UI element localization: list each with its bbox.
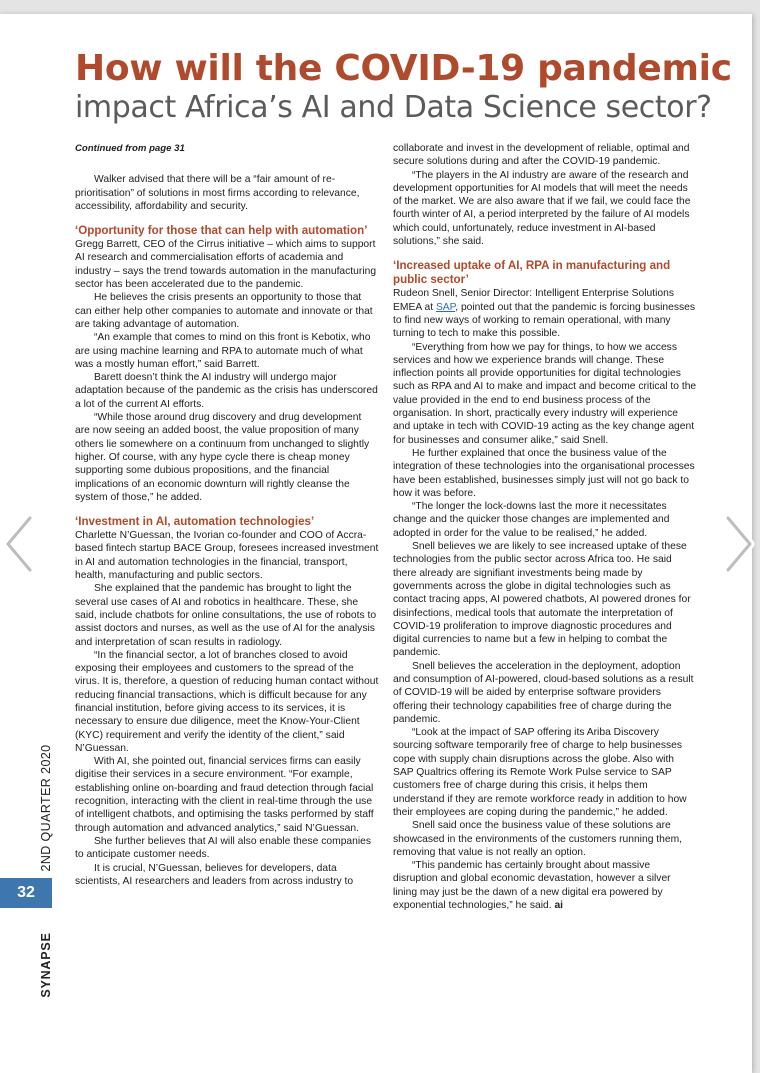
next-page-button[interactable] <box>722 512 756 576</box>
paragraph: Walker advised that there will be a “fair amount of re-prioritisation” of solutions in most firms according to relevance, accessibility, affordability and security. <box>75 174 360 212</box>
paragraph: “An example that comes to mind on this front is Kebotix, who are using machine learning and RPA to automate much of what was a mostly human effort,” said Barrett. <box>75 332 371 370</box>
paragraph: She further believes that AI will also enable these companies to anticipate customer needs. <box>75 835 372 861</box>
paragraph: “Look at the impact of SAP offering its Ariba Discovery sourcing software temporarily free of charge to help businesses cope with supply chain disruptions across the globe. Also with SAP Qualtrics offering its Remote Work Pulse service to SAP customers free of charge during this crisis, it helps them understand if they are remote workforce ready in addition to how their employees are coping during the pandemic,” he added. <box>393 727 687 818</box>
section-heading: ‘Investment in AI, automation technologies’ <box>75 515 315 529</box>
paragraph: Snell believes we are likely to see increased uptake of these technologies from the public sector across Africa too. He said there already are signifiant investments being made by governments across the globe in digital technologies such as contact tracing apps, AI powered chatbots, AI powered drones for disinfections, medical tools that automate the interpretation of COVID-19 proliferation to improve diagnostic procedures and digital currencies to name but a few in helping to combat the pandemic. <box>393 541 691 659</box>
paragraph <box>393 287 697 340</box>
chevron-right-icon <box>722 512 756 576</box>
end-mark: ai <box>554 900 564 912</box>
continued-note: Continued from page 31 <box>75 143 185 154</box>
paragraph <box>393 859 697 912</box>
magazine-brand-label: SYNAPSE <box>39 932 53 998</box>
right-column <box>393 142 697 912</box>
paragraph: He further explained that once the business value of the integration of these technologies into the organisational processes have been established, businesses simply just will not go back to how it was before. <box>393 447 695 499</box>
paragraph: She explained that the pandemic has brought to light the several use cases of AI and robotics in healthcare. These, she said, include chatbots for online consultations, the use of robots to assist doctors and nurses, as well as the use of AI for the analysis and interpretation of scan results in radiology. <box>75 583 377 648</box>
paragraph: It is crucial, N’Guessan, believes for developers, data scientists, AI researchers and leaders from across industry to <box>75 862 354 887</box>
paragraph-text: , pointed out that the pandemic is forcing businesses to find new ways of working to remain operational, with many turning to tech to make this possible. <box>393 301 696 340</box>
paragraph-text: Rudeon Snell, Senior Director: Intelligent Enterprise Solutions EMEA at <box>393 288 675 313</box>
article-title: How will the COVID-19 pandemic <box>75 48 732 89</box>
issue-quarter-label: 2ND QUARTER 2020 <box>39 744 53 872</box>
left-column <box>75 142 379 888</box>
magazine-brand <box>40 932 52 998</box>
paragraph-text: “This pandemic has certainly brought about massive disruption and global economic devastation, however a silver lining may just be the dawn of a new digital era powered by exponential technologies,” he said. <box>393 860 671 912</box>
chevron-left-icon <box>2 512 36 576</box>
page-number: 32 <box>0 878 52 908</box>
article-subtitle: impact Africa’s AI and Data Science sector? <box>75 90 712 125</box>
paragraph: With AI, she pointed out, financial services firms can easily digitise their services in a secure environment. “For example, establishing online on-boarding and fraud detection through facial recognition, interacting with the client in real-time through the use of intelligent chatbots, and optimising the tasks performed by staff through automation and advanced analytics,” said N’Guessan. <box>75 756 374 834</box>
section-heading: ‘Increased uptake of AI, RPA in manufacturing and public sector’ <box>393 259 671 287</box>
issue-quarter <box>40 742 52 874</box>
paragraph: “Everything from how we pay for things, to how we access services and how we experience brands will change. These inflection points all provide opportunities for digital technologies such as RPA and AI to make and impact and become critical to the value provided in the end to end business process of the organisation. In short, practically every industry will experience and uptake in tech with COVID-19 acting as the key change agent for businesses and consumer alike,” said Snell. <box>393 341 697 446</box>
paragraph: “The longer the lock-downs last the more it necessitates change and the quicker those changes are implemented and adopted in order for the value to be realised,” he added. <box>393 501 670 539</box>
paragraph: Barett doesn’t think the AI industry will undergo major adaptation because of the pandemic as the crisis has underscored a lot of the current AI efforts. <box>75 372 378 410</box>
paragraph: “In the financial sector, a lot of branches closed to avoid exposing their employees and customers to the spread of the virus. It is, therefore, a question of reducing human contact without reducing financial transactions, which is difficult because for any financial institution, before giving access to its services, it is necessary to ensure due diligence, meet the Know-Your-Client (KYC) requirement and verify the identity of the client,” said N’Guessan. <box>75 649 379 754</box>
paragraph: “The players in the AI industry are aware of the research and development opportunities for AI models that will meet the needs of the market. We are also aware that if we fail, we could face the fourth winter of AI, a period interpreted by the failure of AI models which could, unfortunately, reduce investment in AI-based solutions,” she said. <box>393 169 691 248</box>
paragraph: He believes the crisis presents an opportunity to those that can either help other companies to automate and innovate or that are taking advantage of automation. <box>75 292 373 330</box>
magazine-page <box>0 14 752 1073</box>
paragraph: Snell said once the business value of these solutions are showcased in the environments of the customers running them, removing that value is not really an option. <box>393 820 683 858</box>
paragraph: Gregg Barrett, CEO of the Cirrus initiative – which aims to support AI research and commercialisation efforts of academia and industry – says the trend towards automation in the manufacturing sector has been accelerated due to the pandemic. <box>75 239 377 291</box>
paragraph: Snell believes the acceleration in the deployment, adoption and consumption of AI-powered, cloud-based solutions as a result of COVID-19 will be aided by enterprise software providers offering their technology capabilities free of charge during the pandemic. <box>393 660 694 725</box>
section-heading: ‘Opportunity for those that can help with automation’ <box>75 224 368 238</box>
paragraph: collaborate and invest in the development of reliable, optimal and secure solutions during and after the COVID-19 pandemic. <box>393 143 690 168</box>
previous-page-button[interactable] <box>2 512 36 576</box>
paragraph: Charlette N’Guessan, the Ivorian co-founder and COO of Accra-based fintech startup BACE Group, foresees increased investment in AI and automation technologies in the financial, transport, health, manufacturing and public sectors. <box>75 530 379 582</box>
sap-link[interactable]: SAP <box>435 301 456 313</box>
paragraph: “While those around drug discovery and drug development are now seeing an added boost, the value proposition of many others lie somewhere on a continuum from unchanged to slightly higher. Of course, with any hype cycle there is cheap money supporting some dubious propositions, and the financial implications of an economic downturn will rightly cleanse the system of those,” he added. <box>75 412 370 503</box>
